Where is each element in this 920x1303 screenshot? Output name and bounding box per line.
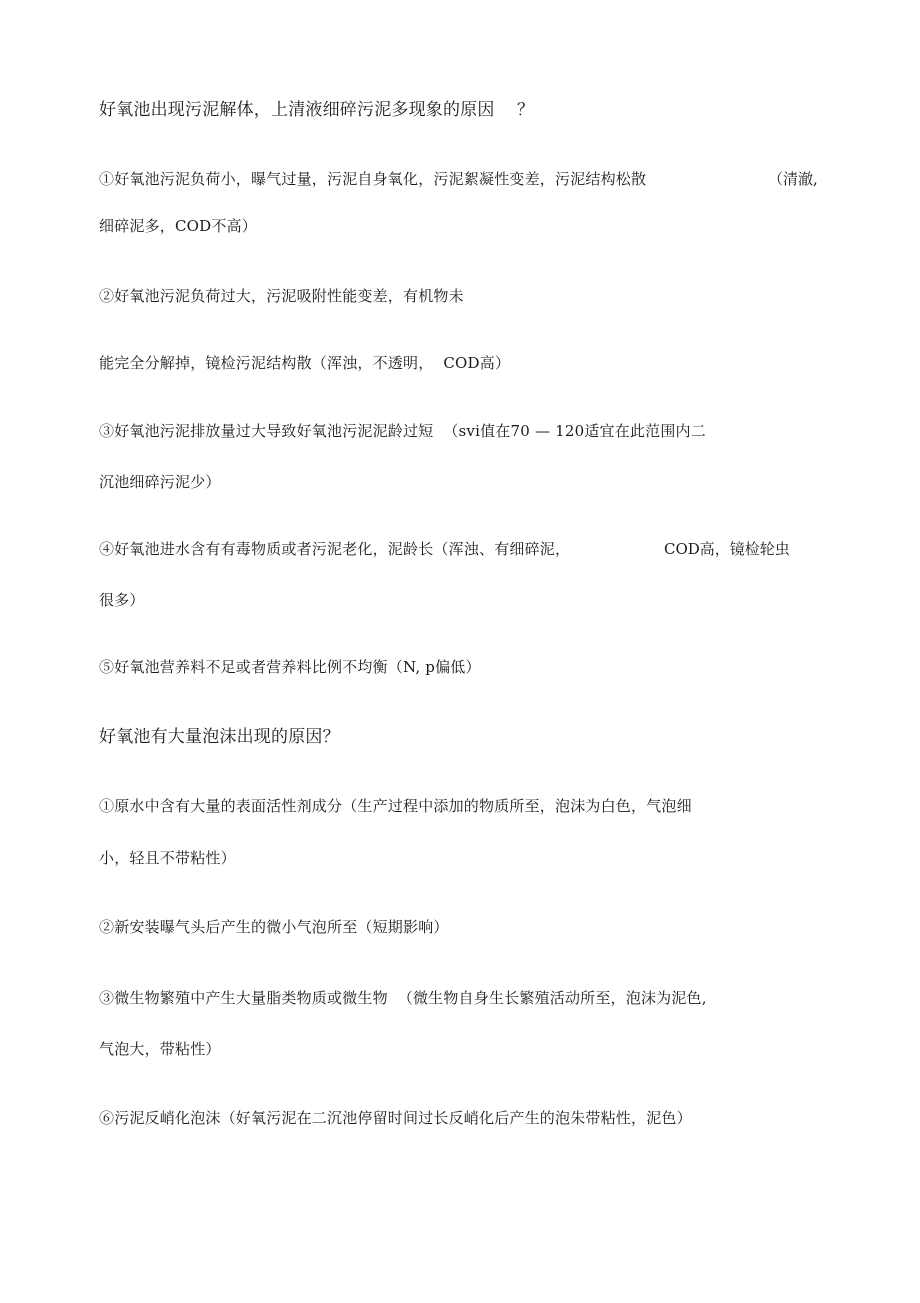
section1-item2-line1: ②好氧池污泥负荷过大，污泥吸附性能变差，有机物未: [99, 287, 464, 305]
section2-heading: 好氧池有大量泡沫出现的原因？: [99, 727, 340, 747]
section1-item1-line2: 细碎泥多，COD不高）: [99, 217, 258, 235]
section1-item1-line1-right: （清澈,: [768, 170, 818, 188]
section1-item3-line2: 沉池细碎污泥少）: [99, 473, 221, 491]
section1-heading: 好氧池出现污泥解体，上清液细碎污泥多现象的原因 ？: [99, 100, 535, 120]
section2-item1-line2: 小，轻且不带粘性）: [99, 849, 236, 867]
section1-item4-line1: ④好氧池进水含有有毒物质或者污泥老化，泥龄长（浑浊、有细碎泥，: [99, 540, 571, 558]
section2-item2-line1: ②新安装曝气头后产生的微小气泡所至（短期影响）: [99, 918, 449, 936]
section2-item6-line1: ⑥污泥反峭化泡沫（好氧污泥在二沉池停留时间过长反峭化后产生的泡朱带粘性，泥色）: [99, 1109, 692, 1127]
section1-item4-line1-right: COD高，镜检轮虫: [664, 540, 790, 558]
section2-item3-line1: ③微生物繁殖中产生大量脂类物质或微生物 （微生物自身生长繁殖活动所至，泡沫为泥色,: [99, 989, 707, 1007]
section1-item1-line1: ①好氧池污泥负荷小，曝气过量，污泥自身氧化，污泥絮凝性变差，污泥结构松散: [99, 170, 647, 188]
section1-item2-line2: 能完全分解掉，镜检污泥结构散（浑浊，不透明， COD高）: [99, 354, 511, 372]
section1-item3-line1: ③好氧池污泥排放量过大导致好氧池污泥泥龄过短 （svi值在70 — 120适宜在此范围内二: [99, 422, 706, 440]
section2-item3-line2: 气泡大，带粘性）: [99, 1040, 221, 1058]
section2-item1-line1: ①原水中含有大量的表面活性剂成分（生产过程中添加的物质所至，泡沫为白色，气泡细: [99, 797, 692, 815]
section1-item5-line1: ⑤好氧池营养料不足或者营养料比例不均衡（N, p偏低）: [99, 658, 481, 676]
section1-item4-line2: 很多）: [99, 591, 145, 609]
